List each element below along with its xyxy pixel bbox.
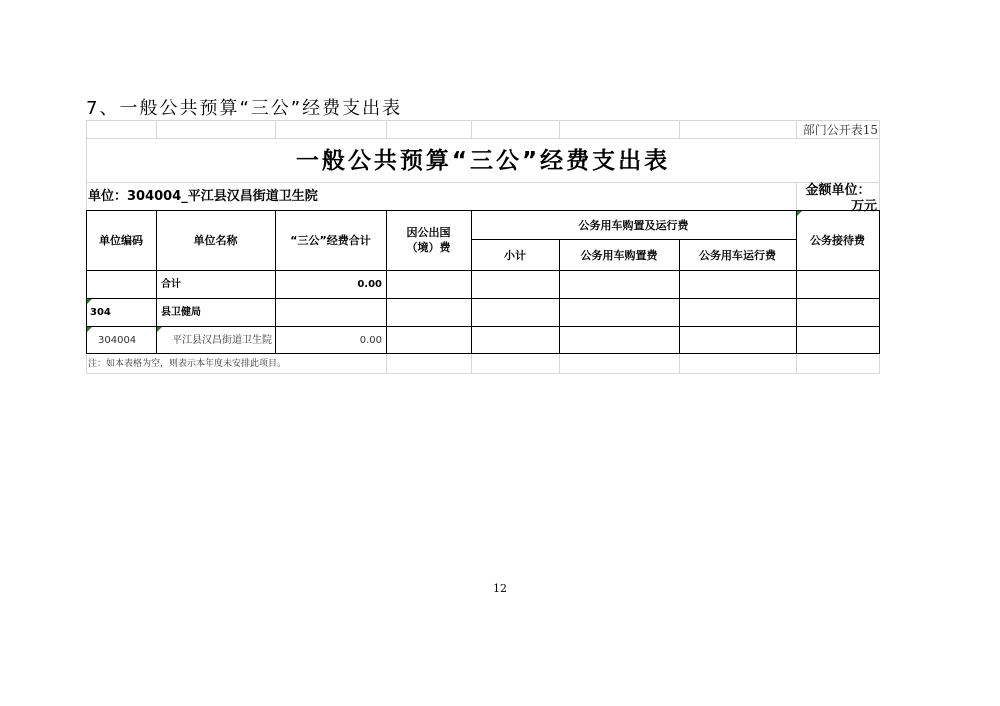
gridline: [156, 120, 157, 138]
cell-comment-marker: [87, 299, 92, 304]
header-vehicle-subtotal: 小计: [504, 249, 526, 262]
header-vehicle-group: 公务用车购置及运行费: [578, 219, 689, 232]
gridline: [386, 120, 387, 138]
header-abroad-line2: （境）费: [406, 241, 451, 254]
cell-comment-marker: [157, 327, 162, 332]
gridline: [86, 373, 880, 374]
table-border: [156, 210, 157, 354]
gridline: [86, 138, 880, 139]
table-border: [471, 210, 472, 354]
gridline: [679, 354, 680, 374]
table-border: [796, 210, 797, 354]
header-abroad-line1: 因公出国: [406, 226, 451, 239]
row-unit-amount: 0.00: [359, 335, 382, 346]
row-total-name: 合计: [161, 279, 181, 290]
table-border: [86, 270, 880, 271]
table-border: [471, 239, 796, 240]
section-heading: 7、一般公共预算“三公”经费支出表: [86, 98, 403, 119]
form-number: 部门公开表15: [802, 123, 878, 137]
header-unit-name: 单位名称: [193, 234, 238, 247]
row-unit-code: 304004: [98, 335, 137, 346]
header-vehicle-operation: 公务用车运行费: [699, 249, 776, 262]
gridline: [796, 354, 797, 374]
amount-unit-line1: 金额单位：: [805, 183, 871, 198]
table-border: [86, 326, 880, 327]
gridline: [471, 120, 472, 138]
table-border: [86, 353, 880, 354]
gridline: [86, 354, 87, 374]
gridline: [679, 120, 680, 138]
amount-unit-line2: 万元: [850, 199, 877, 214]
row-unit-name: 平江县汉昌街道卫生院: [172, 335, 272, 346]
header-unit-code: 单位编码: [99, 234, 143, 247]
gridline: [879, 354, 880, 374]
table-border: [86, 210, 880, 211]
header-sangong-total: “三公”经费合计: [290, 234, 371, 247]
gridline: [86, 182, 880, 183]
gridline: [275, 120, 276, 138]
header-reception: 公务接待费: [810, 234, 865, 247]
row-department-name: 县卫健局: [161, 307, 201, 318]
gridline: [471, 354, 472, 374]
gridline: [86, 120, 880, 121]
table-border: [86, 298, 880, 299]
table-border: [879, 210, 880, 354]
cell-comment-marker: [87, 327, 92, 332]
gridline: [796, 120, 797, 138]
reporting-unit: 单位：304004_平江县汉昌街道卫生院: [88, 189, 318, 204]
table-title: 一般公共预算“三公”经费支出表: [295, 148, 671, 174]
row-department-code: 304: [90, 307, 111, 318]
header-vehicle-purchase: 公务用车购置费: [580, 249, 658, 262]
row-total-amount: 0.00: [357, 279, 382, 290]
page-number: 12: [493, 582, 507, 595]
gridline: [559, 354, 560, 374]
table-border: [86, 210, 87, 354]
gridline: [386, 354, 387, 374]
gridline: [559, 120, 560, 138]
table-note: 注：如本表格为空，则表示本年度未安排此项目。: [88, 359, 287, 369]
